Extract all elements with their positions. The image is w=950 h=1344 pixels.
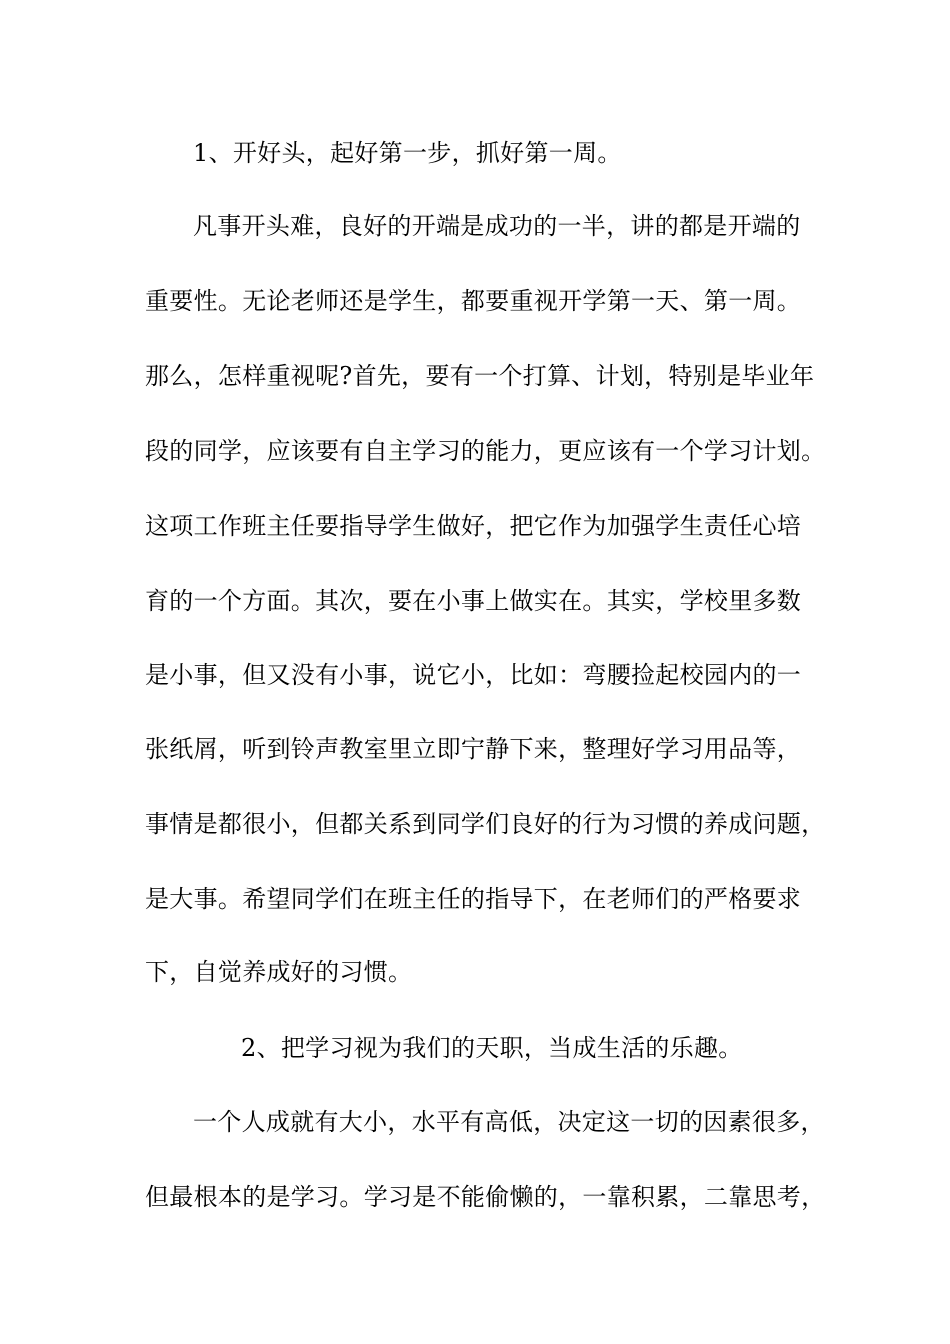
paragraph-line: 事情是都很小，但都关系到同学们良好的行为习惯的养成问题，	[145, 810, 826, 838]
heading-1: 1、开好头，起好第一步，抓好第一周。	[193, 139, 622, 167]
paragraph-line: 一个人成就有大小，水平有高低，决定这一切的因素很多，	[193, 1108, 825, 1136]
paragraph-line: 是小事，但又没有小事，说它小，比如：弯腰捡起校园内的一	[145, 661, 802, 689]
paragraph-line: 张纸屑，听到铃声教室里立即宁静下来，整理好学习用品等，	[145, 735, 802, 763]
paragraph-line: 育的一个方面。其次，要在小事上做实在。其实，学校里多数	[145, 587, 802, 615]
paragraph-line: 是大事。希望同学们在班主任的指导下，在老师们的严格要求	[145, 885, 802, 913]
paragraph-line: 凡事开头难，良好的开端是成功的一半，讲的都是开端的	[193, 212, 801, 240]
paragraph-line: 重要性。无论老师还是学生，都要重视开学第一天、第一周。	[145, 287, 802, 315]
paragraph-line: 那么，怎样重视呢?首先，要有一个打算、计划，特别是毕业年	[145, 362, 815, 390]
paragraph-line: 下，自觉养成好的习惯。	[145, 958, 413, 986]
heading-2: 2、把学习视为我们的天职，当成生活的乐趣。	[241, 1034, 743, 1062]
paragraph-line: 但最根本的是学习。学习是不能偷懒的，一靠积累，二靠思考，	[145, 1183, 826, 1211]
paragraph-line: 段的同学，应该要有自主学习的能力，更应该有一个学习计划。	[145, 437, 826, 465]
paragraph-line: 这项工作班主任要指导学生做好，把它作为加强学生责任心培	[145, 512, 802, 540]
